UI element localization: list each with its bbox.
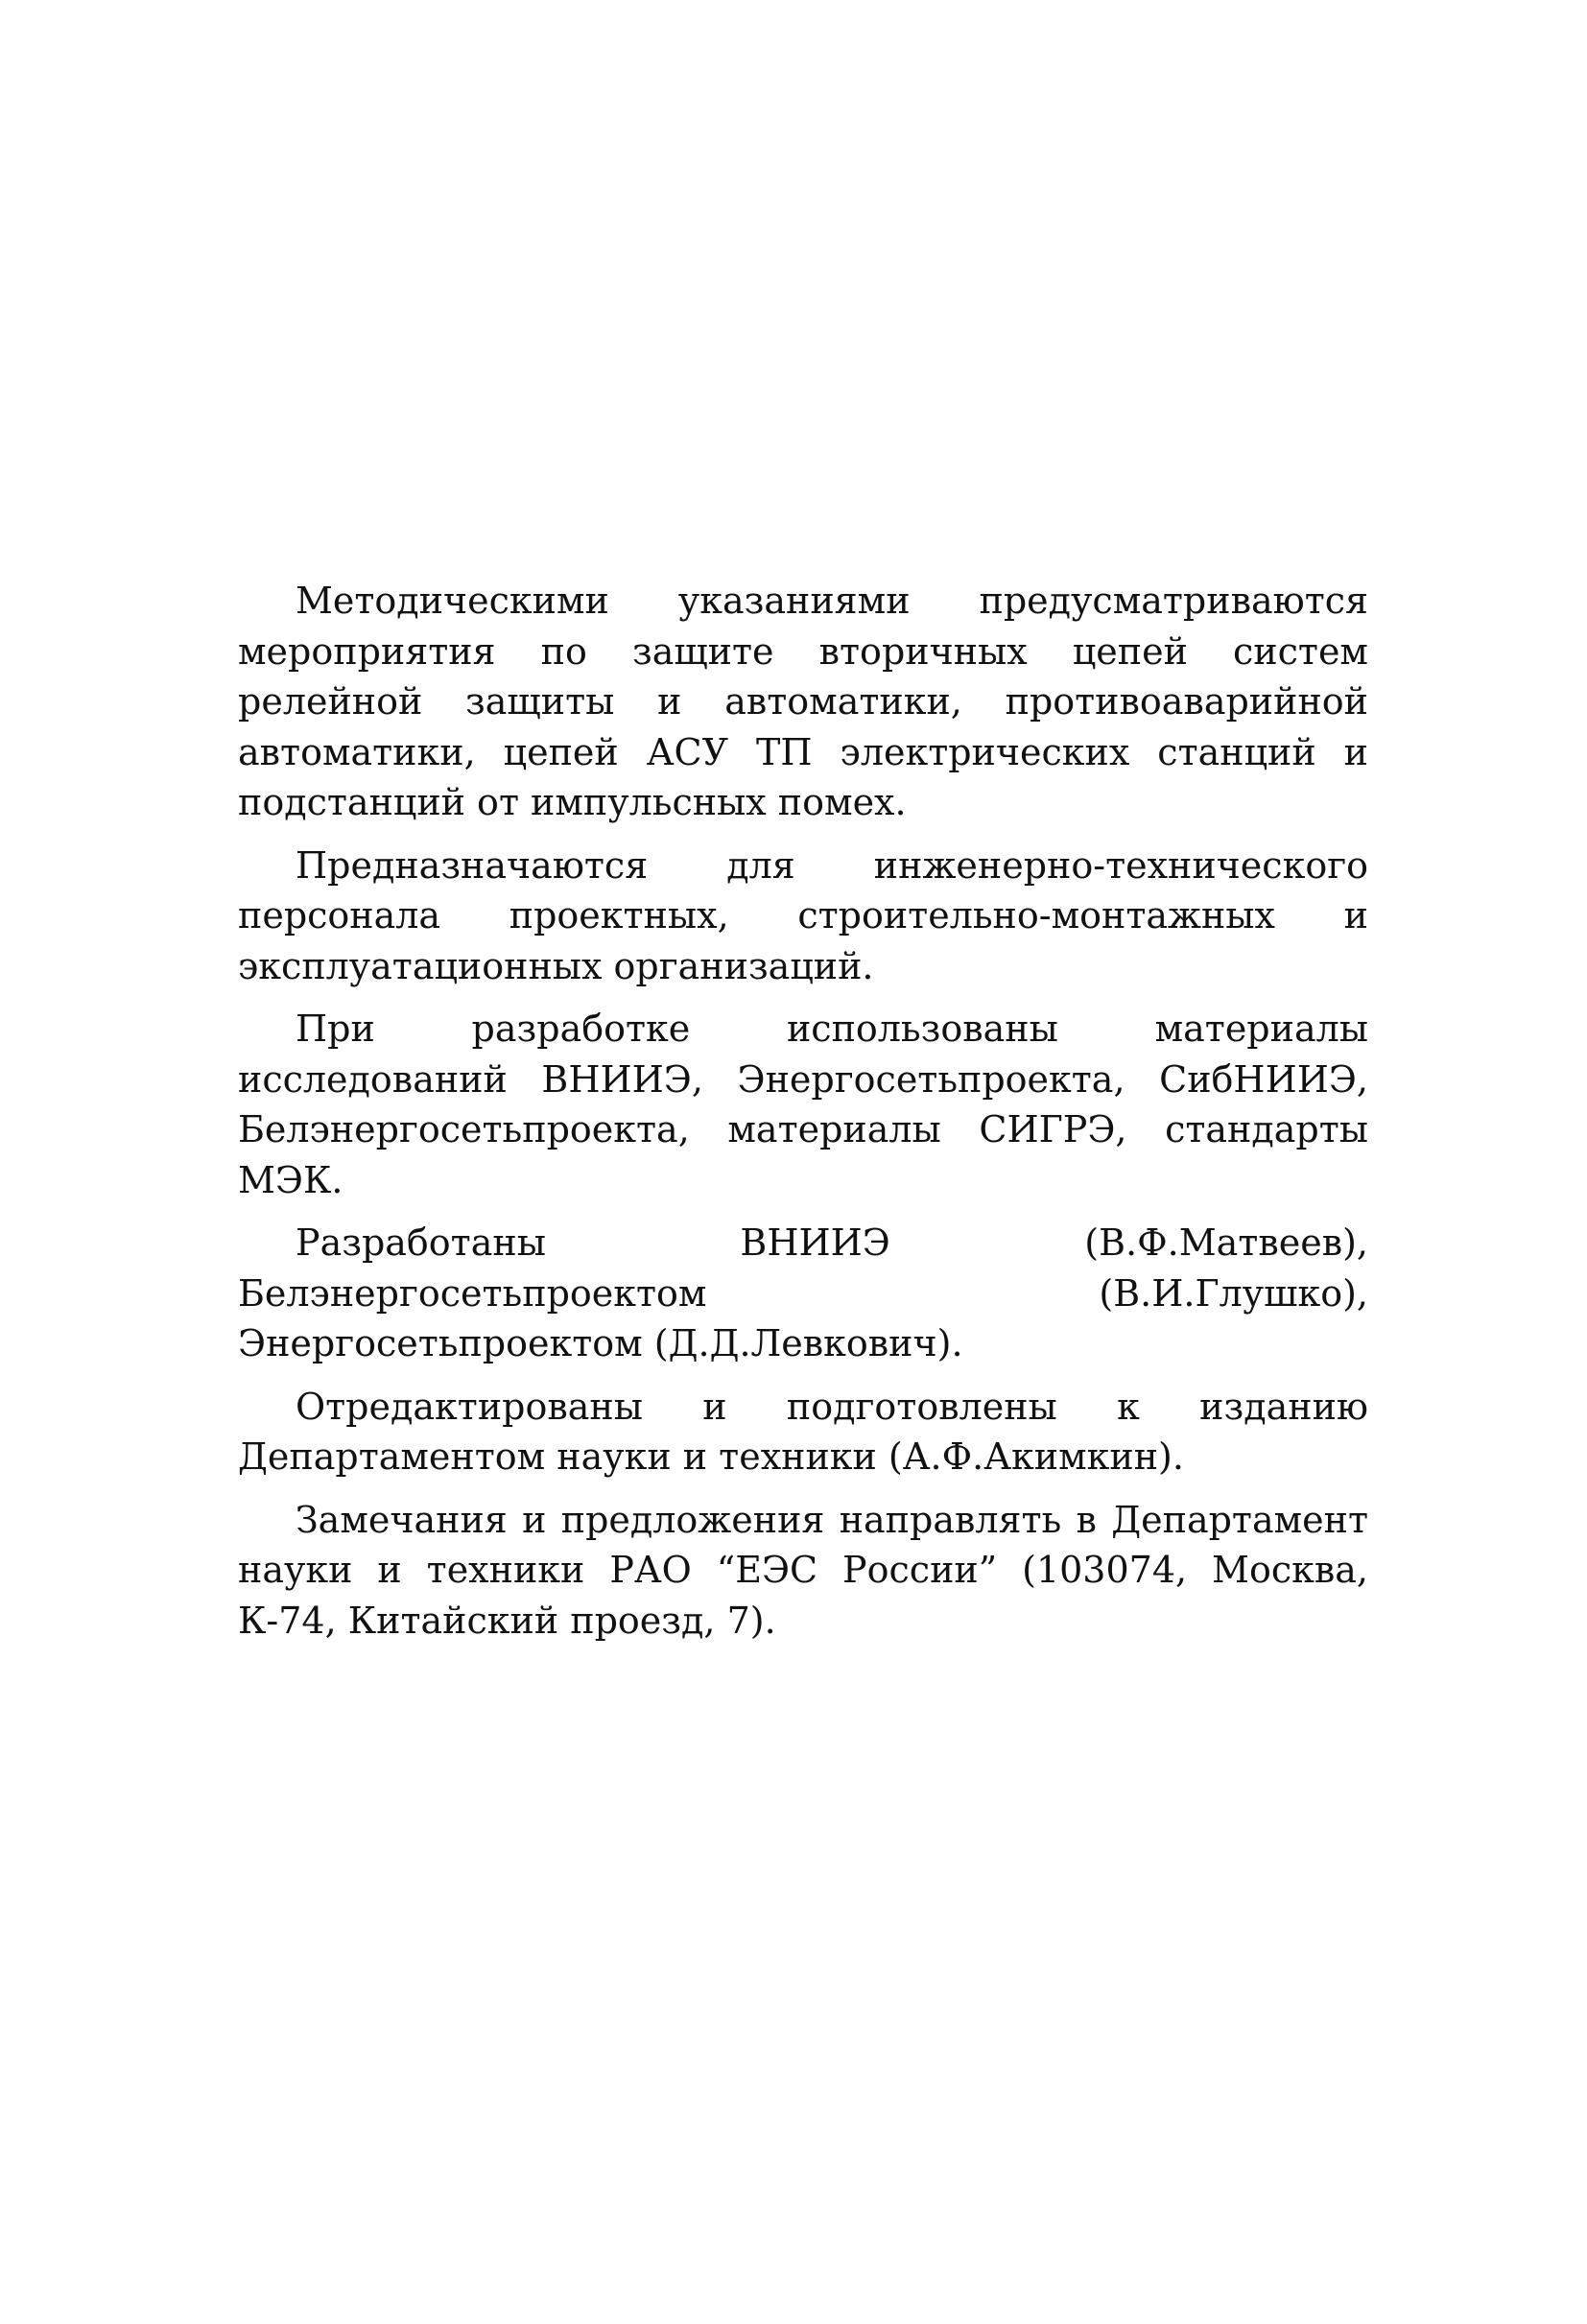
paragraph-contacts: Замечания и предложения направлять в Департамент науки и техники РАО “ЕЭС России” (103074, Москва, К-74, Китайский проезд, 7).	[238, 1498, 1368, 1642]
paragraph-authors: Разработаны ВНИИЭ (В.Ф.Матвеев), Белэнергосетьпроектом (В.И.Глушко), Энергосетьпроектом (Д.Д.Левкович).	[238, 1221, 1368, 1364]
paragraph-editors: Отредактированы и подготовлены к изданию Департаментом науки и техники (А.Ф.Акимкин).	[238, 1385, 1368, 1478]
paragraph-audience: Предназначаются для инженерно-технического персонала проектных, строительно-монтажных и эксплуатационных организаций.	[238, 843, 1368, 987]
annotation-text-block	[238, 576, 1368, 1658]
paragraph-scope: Методическими указаниями предусматриваются мероприятия по защите вторичных цепей систем релейной защиты и автоматики, противоаварийной автоматики, цепей АСУ ТП электрических станций и подстанций от импульсных помех.	[238, 580, 1368, 823]
paragraph-sources: При разработке использованы материалы исследований ВНИИЭ, Энергосетьпроекта, СибНИИЭ, Белэнергосетьпроекта, материалы СИГРЭ, стандарты МЭК.	[238, 1008, 1368, 1201]
